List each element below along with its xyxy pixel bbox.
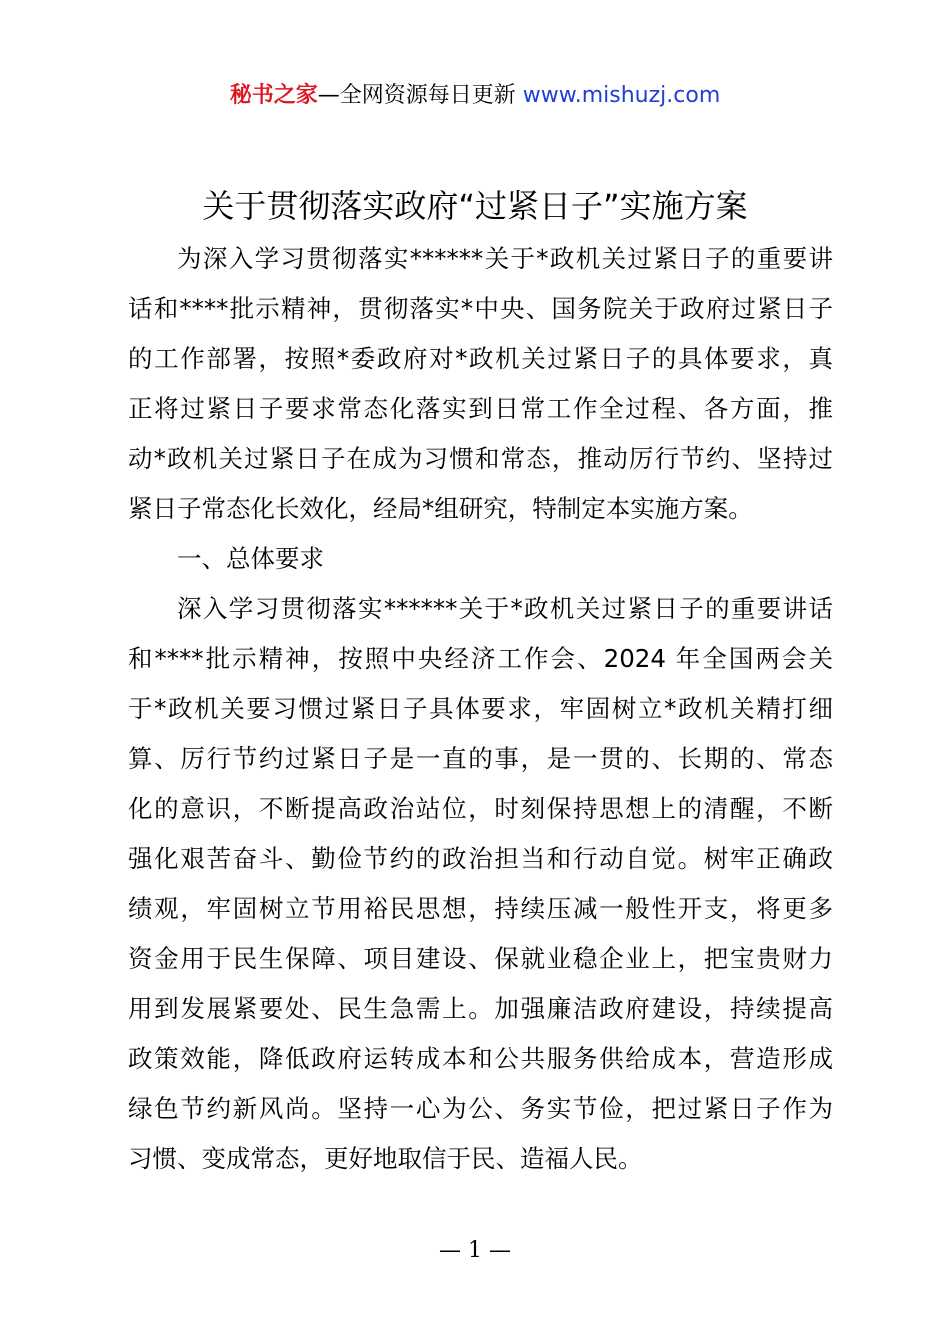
paragraph-line: 算、厉行节约过紧日子是一直的事，是一贯的、长期的、常态 bbox=[128, 744, 833, 773]
paragraph-line: 用到发展紧要处、民生急需上。加强廉洁政府建设，持续提高 bbox=[128, 994, 833, 1023]
paragraph-line: 深入学习贯彻落实******关于*政机关过紧日子的重要讲话 bbox=[177, 594, 833, 623]
site-brand: 秘书之家 bbox=[229, 83, 318, 108]
paragraph-line: 紧日子常态化长效化，经局*组研究，特制定本实施方案。 bbox=[128, 494, 753, 523]
paragraph-line: 习惯、变成常态，更好地取信于民、造福人民。 bbox=[128, 1144, 643, 1173]
paragraph-line: 的工作部署，按照*委政府对*政机关过紧日子的具体要求，真 bbox=[128, 344, 833, 373]
paragraph-line: 资金用于民生保障、项目建设、保就业稳企业上，把宝贵财力 bbox=[128, 944, 833, 973]
paragraph-line: 正将过紧日子要求常态化落实到日常工作全过程、各方面，推 bbox=[128, 394, 833, 423]
site-header bbox=[0, 80, 950, 112]
paragraph-line: 化的意识，不断提高政治站位，时刻保持思想上的清醒，不断 bbox=[128, 794, 833, 823]
paragraph-line: 强化艰苦奋斗、勤俭节约的政治担当和行动自觉。树牢正确政 bbox=[128, 844, 833, 873]
section-heading: 一、总体要求 bbox=[177, 544, 324, 573]
paragraph-line: 政策效能，降低政府运转成本和公共服务供给成本，营造形成 bbox=[128, 1044, 833, 1073]
paragraph-line: 绩观，牢固树立节用裕民思想，持续压减一般性开支，将更多 bbox=[128, 894, 833, 923]
document-body bbox=[128, 234, 833, 1184]
page-number: — 1 — bbox=[439, 1238, 511, 1263]
site-url-link[interactable]: www.mishuzj.com bbox=[522, 83, 721, 108]
paragraph-line: 话和****批示精神，贯彻落实*中央、国务院关于政府过紧日子 bbox=[128, 294, 833, 323]
paragraph-line: 绿色节约新风尚。坚持一心为公、务实节俭，把过紧日子作为 bbox=[128, 1094, 833, 1123]
paragraph-line: 和****批示精神，按照中央经济工作会、2024 年全国两会关 bbox=[128, 644, 833, 673]
document-title: 关于贯彻落实政府“过紧日子”实施方案 bbox=[202, 187, 748, 225]
paragraph-line: 为深入学习贯彻落实******关于*政机关过紧日子的重要讲 bbox=[177, 244, 833, 273]
paragraph-line: 于*政机关要习惯过紧日子具体要求，牢固树立*政机关精打细 bbox=[128, 694, 833, 723]
site-slogan: —全网资源每日更新 bbox=[317, 83, 516, 108]
paragraph-line: 动*政机关过紧日子在成为习惯和常态，推动厉行节约、坚持过 bbox=[128, 444, 833, 473]
